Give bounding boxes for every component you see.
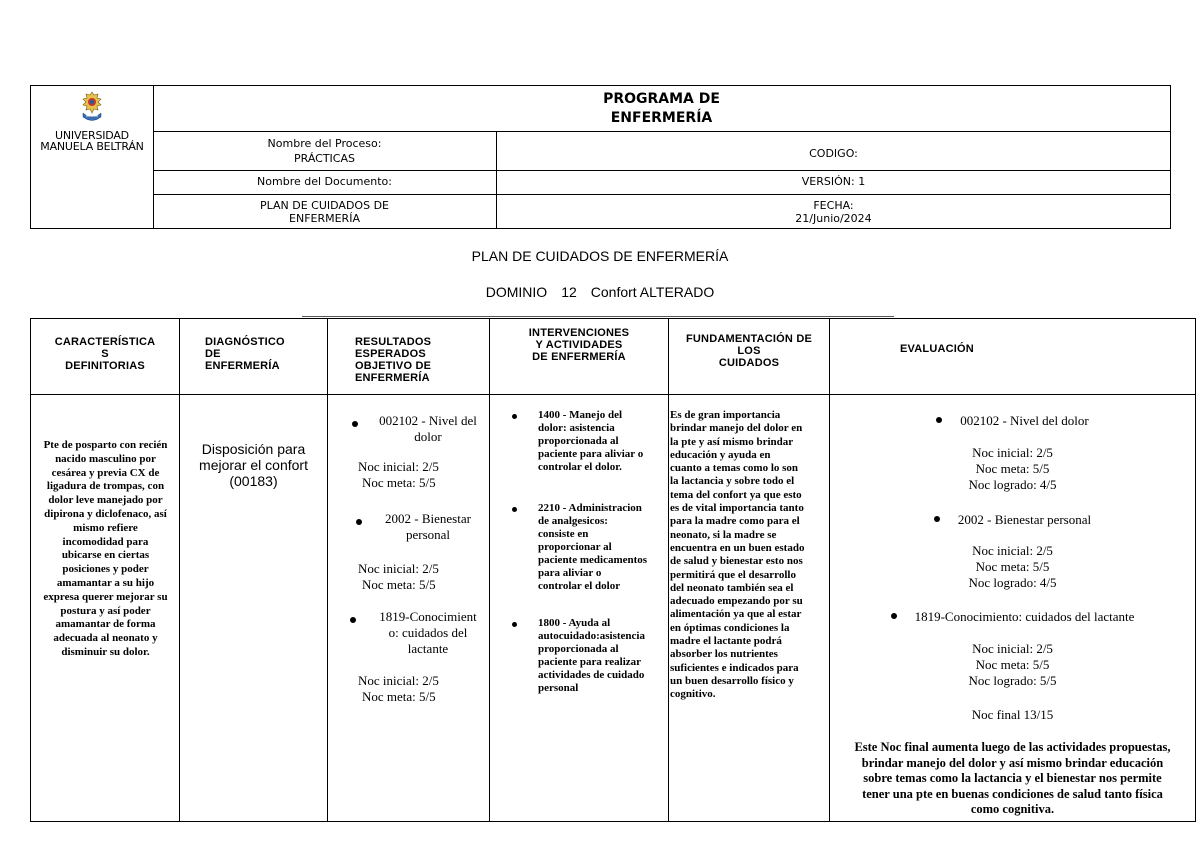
resultado-title: [368, 609, 488, 657]
text-line: paciente para realizar: [538, 656, 642, 668]
header-c2-line2: DE: [205, 348, 221, 360]
header-c3-line3: OBJETIVO DE: [355, 360, 432, 372]
evaluacion-item: [830, 609, 1195, 625]
document-value-line2: ENFERMERÍA: [289, 212, 360, 225]
evaluacion-logrado: Noc logrado: 4/5: [968, 477, 1057, 492]
column-resultados: [328, 319, 490, 821]
text-line: personal: [538, 682, 579, 694]
resultados-list: [328, 395, 489, 821]
header-c5-line3: CUIDADOS: [718, 357, 780, 369]
plan-row: [153, 195, 1170, 228]
resultado-inicial: Noc inicial: 2/5: [358, 673, 439, 688]
header-c3-line2: ESPERADOS: [355, 348, 426, 360]
evaluacion-values: [830, 445, 1195, 493]
text-line: para la madre como para el: [670, 515, 800, 528]
text-line: en óptimas condiciones la: [670, 621, 790, 634]
evaluacion-values: [830, 543, 1195, 591]
text-line: tener una pte en buenas condiciones de salud tanto física: [862, 786, 1163, 801]
evaluacion-values: [830, 641, 1195, 689]
university-line1: UNIVERSIDAD: [55, 129, 129, 142]
evaluacion-title: 1819-Conocimiento: cuidados del lactante: [914, 609, 1135, 624]
resultado-meta: Noc meta: 5/5: [362, 475, 436, 490]
logo-cell: [31, 86, 154, 228]
diagnostico-text: [180, 395, 327, 821]
noc-final: Noc final 13/15: [971, 707, 1054, 722]
resultado-meta: Noc meta: 5/5: [362, 689, 436, 704]
version-label: VERSIÓN: 1: [801, 175, 866, 188]
text-line: actividades de cuidado: [538, 669, 645, 681]
text-line: la lactancia y sobre todo el: [670, 475, 795, 488]
text-line: permitirá que el desarrollo: [670, 568, 796, 581]
document-label-cell: [153, 171, 497, 194]
program-line1: PROGRAMA DE: [603, 91, 720, 107]
evaluacion-title: 2002 - Bienestar personal: [957, 512, 1092, 527]
version-cell: [497, 171, 1170, 194]
text-line: expresa querer mejorar su: [43, 590, 168, 603]
fecha-value: 21/Junio/2024: [795, 212, 872, 225]
codigo-label: CODIGO:: [809, 147, 858, 160]
text-line: proporcionada al: [538, 435, 619, 447]
text-line: alimentación ya que al estar: [670, 608, 802, 621]
text-line: de analgesicos:: [538, 515, 608, 527]
evaluacion-item: [830, 413, 1195, 429]
text-line: dolor leve manejado por: [48, 494, 163, 507]
resultado-title: [368, 413, 488, 445]
evaluacion-logrado: Noc logrado: 5/5: [968, 673, 1057, 688]
text-line: incomodidad para: [62, 535, 149, 548]
intervencion-item: [538, 409, 666, 474]
text-line: (00183): [229, 473, 278, 489]
text-line: adecuado empezando por su: [670, 595, 803, 608]
text-line: paciente medicamentos: [538, 554, 648, 566]
document-label: Nombre del Documento:: [257, 175, 392, 188]
evaluacion-inicial: Noc inicial: 2/5: [972, 641, 1053, 656]
text-line: 002102 - Nivel del: [379, 413, 477, 428]
bullet-icon: [356, 519, 362, 525]
document-header: [30, 85, 1171, 229]
header-c1-line3: DEFINITORIAS: [65, 360, 145, 372]
program-line2: ENFERMERÍA: [610, 110, 713, 126]
document-value-cell: [153, 195, 497, 228]
header-c4-line3: DE ENFERMERÍA: [532, 351, 626, 363]
text-line: 1400 - Manejo del: [538, 409, 623, 421]
header-c1-line1: CARACTERÍSTICA: [54, 336, 156, 348]
column-fundamentacion: [669, 319, 830, 821]
text-line: posiciones y poder: [62, 563, 149, 576]
process-label: Nombre del Proceso:: [267, 137, 382, 150]
evaluacion-meta: Noc meta: 5/5: [975, 657, 1050, 672]
text-line: consiste en: [538, 528, 589, 540]
evaluacion-logrado: Noc logrado: 4/5: [968, 575, 1057, 590]
text-line: de salud y bienestar esto nos: [670, 555, 803, 568]
text-line: Pte de posparto con recién: [43, 439, 168, 451]
text-line: autocuidado:asistencia: [538, 630, 645, 642]
university-name: [31, 130, 153, 152]
text-line: es de vital importancia tanto: [670, 502, 804, 515]
university-seal-icon: [79, 91, 105, 125]
resultado-inicial: Noc inicial: 2/5: [358, 459, 439, 474]
evaluacion-inicial: Noc inicial: 2/5: [972, 543, 1053, 558]
bullet-icon: [350, 617, 356, 623]
dominio-class: Confort ALTERADO: [590, 284, 715, 300]
text-line: un buen desarrollo físico y: [670, 674, 794, 687]
text-line: controlar el dolor.: [538, 461, 622, 473]
title-underline: [302, 316, 894, 317]
header-c6-line1: EVALUACIÓN: [900, 343, 974, 355]
header-c4-line2: Y ACTIVIDADES: [535, 339, 623, 351]
dominio-number: 12: [561, 284, 577, 300]
page-title: PLAN DE CUIDADOS DE ENFERMERÍA: [471, 248, 729, 264]
text-line: amamantar de forma: [55, 618, 156, 631]
bullet-icon: [934, 516, 940, 522]
bullet-icon: [512, 507, 517, 512]
bullet-icon: [512, 414, 517, 419]
text-line: Este Noc final aumenta luego de las actividades propuestas,: [854, 740, 1171, 754]
text-line: o: cuidados del: [388, 625, 468, 640]
caracteristicas-text: [31, 395, 179, 821]
text-line: tema del confort ya que esto: [670, 488, 802, 501]
text-line: brindar manejo del dolor y así mismo brindar educación: [861, 755, 1164, 770]
bullet-icon: [936, 417, 942, 423]
header-c3-line1: RESULTADOS: [355, 336, 432, 348]
text-line: cesárea y previa CX de: [51, 466, 160, 479]
text-line: controlar el dolor: [538, 580, 621, 592]
intervenciones-list: [490, 395, 668, 821]
text-line: 2210 - Administracion: [538, 502, 642, 514]
text-line: dolor: asistencia: [538, 422, 615, 434]
program-title: [153, 86, 1170, 132]
text-line: Disposición para: [201, 441, 306, 457]
bullet-icon: [512, 622, 517, 627]
evaluacion-meta: Noc meta: 5/5: [975, 461, 1050, 476]
text-line: personal: [405, 527, 451, 542]
text-line: adecuada al neonato y: [53, 632, 158, 645]
text-line: sobre temas como la lactancia y el bienestar nos permite: [863, 771, 1162, 785]
bullet-icon: [352, 421, 358, 427]
text-line: amamantar a su hijo: [56, 576, 155, 589]
bullet-icon: [891, 613, 897, 619]
column-intervenciones: [490, 319, 669, 821]
text-line: la pte y así mismo brindar: [670, 435, 794, 448]
text-line: educación y ayuda en: [670, 448, 771, 461]
header-c2-line3: ENFERMERÍA: [205, 360, 280, 372]
column-diagnostico: [180, 319, 328, 821]
text-line: 1819-Conocimient: [379, 609, 477, 624]
text-line: cuanto a temas como lo son: [670, 462, 799, 475]
text-line: brindar manejo del dolor en: [670, 422, 803, 435]
text-line: paciente para aliviar o: [538, 448, 644, 460]
intervencion-item: [538, 617, 666, 695]
header-c1-line2: S: [101, 348, 109, 360]
text-line: mismo refiere: [73, 521, 138, 534]
column-evaluacion: [830, 319, 1195, 821]
text-line: lactante: [407, 641, 449, 656]
process-row: [153, 132, 1170, 171]
text-line: ligadura de trompas, con: [46, 480, 165, 493]
header-intervenciones: [490, 319, 668, 402]
evaluacion-item: [830, 512, 1195, 528]
text-line: proporcionada al: [538, 643, 619, 655]
text-line: ubicarse en ciertas: [61, 549, 150, 562]
text-line: del neonato también sea el: [670, 581, 794, 594]
text-line: madre el lactante podrá: [670, 635, 782, 648]
process-cell: [153, 132, 497, 170]
resultado-inicial: Noc inicial: 2/5: [358, 561, 439, 576]
text-line: Es de gran importancia: [670, 409, 781, 421]
document-row: [153, 171, 1170, 195]
text-line: encuentra en un buen estado: [670, 541, 805, 554]
fecha-cell: [497, 195, 1170, 228]
resultado-meta: Noc meta: 5/5: [362, 577, 436, 592]
text-line: dolor: [414, 429, 442, 444]
header-c4-line1: INTERVENCIONES: [528, 327, 630, 339]
evaluacion-meta: Noc meta: 5/5: [975, 559, 1050, 574]
text-line: para aliviar o: [538, 567, 602, 579]
text-line: como cognitiva.: [970, 802, 1055, 816]
document-value-line1: PLAN DE CUIDADOS DE: [260, 199, 389, 212]
university-line2: MANUELA BELTRÁN: [40, 140, 144, 153]
text-line: 1800 - Ayuda al: [538, 617, 611, 629]
text-line: proporcionar al: [538, 541, 612, 553]
fundamentacion-text: [669, 395, 829, 821]
text-line: postura y así poder: [60, 604, 151, 617]
text-line: dipirona y diclofenaco, así: [44, 507, 167, 520]
text-line: disminuir su dolor.: [61, 645, 150, 658]
evaluacion-title: 002102 - Nivel del dolor: [960, 413, 1089, 428]
header-c5-line1: FUNDAMENTACIÓN DE: [685, 333, 813, 345]
text-line: 2002 - Bienestar: [385, 511, 471, 526]
evaluacion-conclusion: [830, 740, 1195, 818]
text-line: nacido masculino por: [55, 452, 156, 465]
text-line: suficientes e indicados para: [670, 661, 799, 674]
intervencion-item: [538, 502, 666, 593]
header-c5-line2: LOS: [737, 345, 761, 357]
fecha-label: FECHA:: [813, 199, 854, 212]
care-plan-table: [30, 318, 1196, 822]
evaluacion-content: [830, 395, 1195, 821]
resultado-title: [368, 511, 488, 543]
column-caracteristicas: [31, 319, 180, 821]
text-line: mejorar el confort: [199, 457, 308, 473]
codigo-cell: [497, 132, 1170, 170]
domain-subtitle: [0, 284, 1200, 300]
process-value: PRÁCTICAS: [294, 152, 355, 165]
dominio-label: DOMINIO: [485, 284, 548, 300]
header-c3-line4: ENFERMERÍA: [355, 372, 430, 384]
text-line: absorber los nutrientes: [670, 648, 778, 661]
evaluacion-inicial: Noc inicial: 2/5: [972, 445, 1053, 460]
text-line: neonato, si la madre se: [670, 528, 777, 541]
header-c2-line1: DIAGNÓSTICO: [205, 336, 285, 348]
text-line: cognitivo.: [670, 688, 716, 701]
